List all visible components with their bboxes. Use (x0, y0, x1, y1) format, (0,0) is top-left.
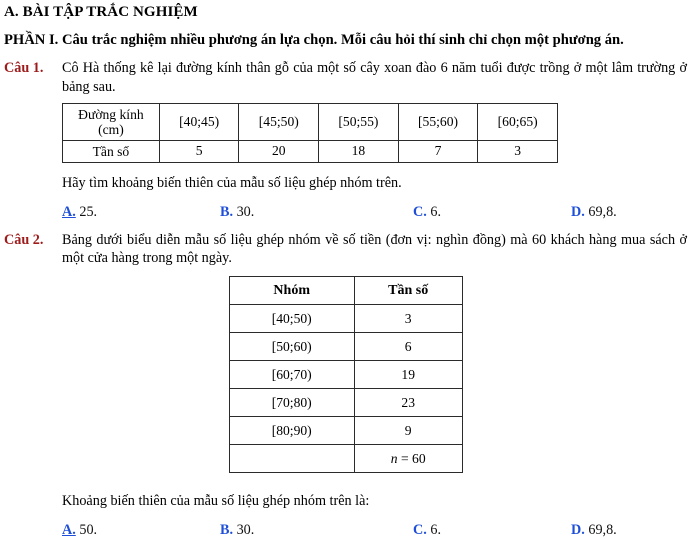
option-key: D. (571, 522, 585, 539)
table2-frequency-4: 9 (354, 417, 462, 445)
option-value: 30. (236, 522, 255, 539)
option-key: D. (571, 203, 585, 220)
question-2-options (62, 522, 691, 539)
table2-frequency-3: 23 (354, 389, 462, 417)
question-2-stem: Bảng dưới biểu diễn mẫu số liệu ghép nhóm về số tiền (đơn vị: nghìn đồng) mà 60 khách hàng mua sách ở một cửa hàng trong một ngày. (62, 231, 687, 267)
table1-class-1: [45;50) (239, 103, 319, 140)
table-row (63, 103, 558, 140)
question-2-prompt-row (0, 473, 691, 539)
question-1-prompt-body (62, 163, 691, 221)
table1-class-3: [55;60) (398, 103, 478, 140)
table-total-row (229, 445, 462, 473)
table2-total-value: = 60 (397, 450, 426, 466)
option-key: A. (62, 522, 76, 539)
question-2-label: Câu 2. (4, 231, 44, 248)
question-1-label: Câu 1. (4, 59, 44, 76)
table-header-row (229, 277, 462, 305)
table1-row-label-line1: Đường kính (78, 106, 144, 122)
option-key: C. (413, 522, 427, 539)
option-value: 30. (236, 203, 255, 220)
table2-header-frequency: Tần số (354, 277, 462, 305)
option-value: 6. (430, 203, 441, 220)
table2-group-0: [40;50) (229, 305, 354, 333)
question-2-option-c[interactable] (413, 522, 571, 539)
table2-frequency-0: 3 (354, 305, 462, 333)
table-row (229, 389, 462, 417)
question-1-option-b[interactable] (220, 204, 413, 221)
option-key: A. (62, 203, 76, 220)
page-title: A. BÀI TẬP TRẮC NGHIỆM (4, 4, 198, 20)
question-1-prompt: Hãy tìm khoảng biến thiên của mẫu số liệu ghép nhóm trên. (62, 174, 402, 191)
question-1-option-c[interactable] (413, 204, 571, 221)
table2-frequency-1: 6 (354, 333, 462, 361)
table1-frequency-0: 5 (159, 140, 239, 162)
table2-total-symbol: n (390, 450, 398, 466)
option-key: B. (220, 203, 234, 220)
grouped-frequency-table (229, 276, 463, 473)
question-2-option-b[interactable] (220, 522, 413, 539)
question-1-body (62, 59, 691, 97)
table1-frequency-1: 20 (239, 140, 319, 162)
table1-row-label-diameter (63, 103, 160, 140)
table-row (63, 140, 558, 162)
table-row (229, 361, 462, 389)
option-value: 69,8. (588, 522, 617, 539)
question-1-table-wrapper (0, 103, 691, 163)
table-row (229, 333, 462, 361)
option-value: 25. (79, 203, 98, 220)
table2-total-count (354, 445, 462, 473)
option-value: 69,8. (588, 203, 617, 220)
table2-group-2: [60;70) (229, 361, 354, 389)
question-2-prompt-body (62, 473, 691, 539)
table-row (229, 305, 462, 333)
question-1-prompt-row (0, 163, 691, 221)
table-row (229, 417, 462, 445)
option-value: 6. (430, 522, 441, 539)
table2-total-group-empty (229, 445, 354, 473)
table2-group-4: [80;90) (229, 417, 354, 445)
question-2-prompt: Khoảng biến thiên của mẫu số liệu ghép nhóm trên là: (62, 493, 370, 510)
table2-header-group: Nhóm (229, 277, 354, 305)
question-2 (0, 231, 691, 269)
table2-group-1: [50;60) (229, 333, 354, 361)
table1-frequency-2: 18 (319, 140, 399, 162)
table1-frequency-4: 3 (478, 140, 558, 162)
diameter-frequency-table (62, 103, 558, 163)
table1-row-label-line2: (cm) (98, 121, 124, 137)
table1-row-label-frequency: Tần số (63, 140, 160, 162)
question-1-option-d[interactable] (571, 204, 691, 221)
question-2-option-d[interactable] (571, 522, 691, 539)
part-heading: PHẦN I. Câu trắc nghiệm nhiều phương án lựa chọn. Mỗi câu hỏi thí sinh chỉ chọn một phương án. (4, 31, 624, 48)
option-key: B. (220, 522, 234, 539)
table1-class-0: [40;45) (159, 103, 239, 140)
option-value: 50. (79, 522, 98, 539)
question-2-body (62, 231, 691, 269)
question-1-options (62, 204, 691, 221)
option-key: C. (413, 203, 427, 220)
question-1-option-a[interactable] (62, 204, 220, 221)
question-1 (0, 59, 691, 97)
table2-frequency-2: 19 (354, 361, 462, 389)
table1-frequency-3: 7 (398, 140, 478, 162)
document-page (0, 3, 691, 539)
question-2-option-a[interactable] (62, 522, 220, 539)
table2-group-3: [70;80) (229, 389, 354, 417)
table1-class-4: [60;65) (478, 103, 558, 140)
question-2-table-wrapper (0, 276, 691, 473)
table1-class-2: [50;55) (319, 103, 399, 140)
question-1-stem: Cô Hà thống kê lại đường kính thân gỗ của một số cây xoan đào 6 năm tuổi được trồng ở một lâm trường ở bảng sau. (62, 59, 687, 95)
